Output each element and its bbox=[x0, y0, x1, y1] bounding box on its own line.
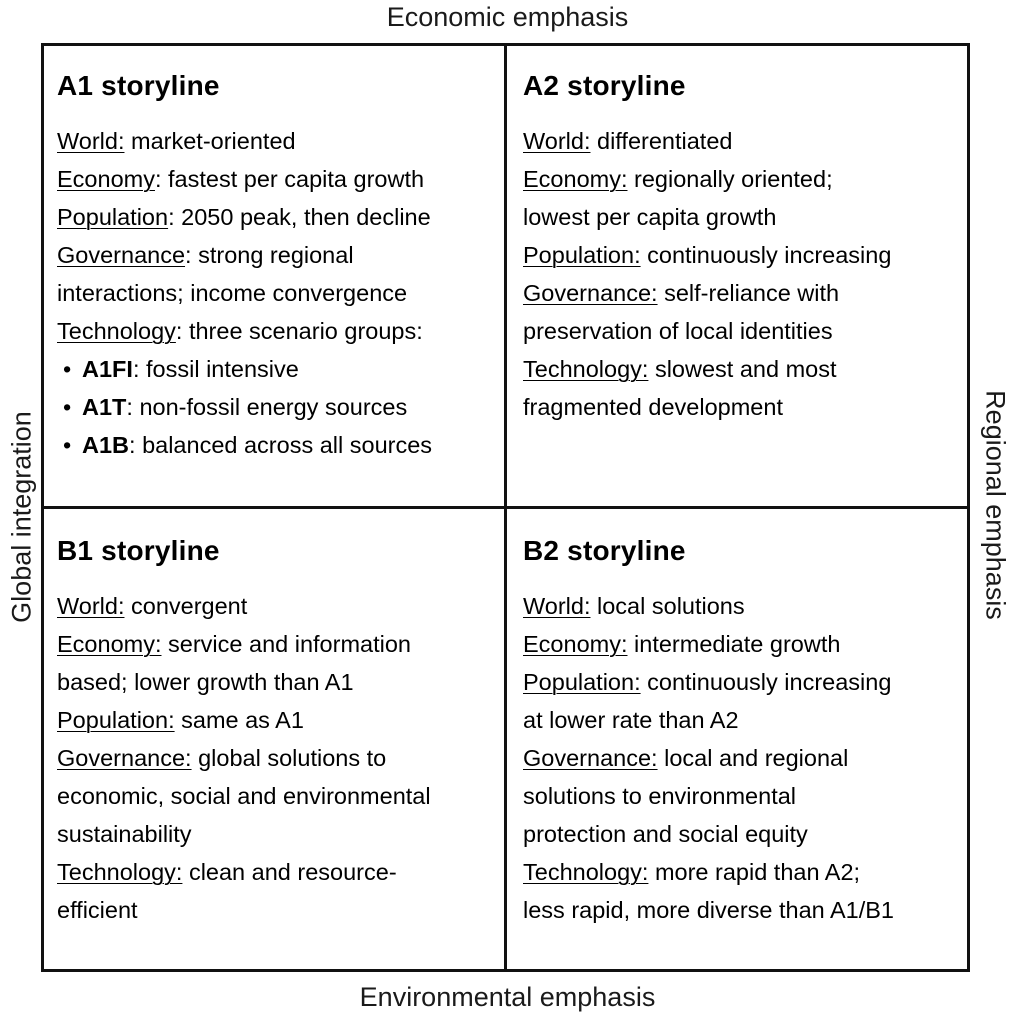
economy-line: Economy: fastest per capita growth bbox=[57, 166, 425, 192]
governance-line: Governance: self-reliance with bbox=[523, 280, 840, 306]
economy-line: Economy: regionally oriented; bbox=[523, 166, 833, 192]
world-line: World: convergent bbox=[57, 593, 248, 619]
governance-continuation: economic, social and environmental bbox=[57, 783, 431, 809]
population-line: Population: same as A1 bbox=[57, 707, 304, 733]
population-continuation: at lower rate than A2 bbox=[523, 707, 739, 733]
governance-continuation: preservation of local identities bbox=[523, 318, 833, 344]
technology-line: Technology: more rapid than A2; bbox=[523, 859, 861, 885]
horizontal-divider bbox=[41, 506, 970, 509]
technology-continuation: efficient bbox=[57, 897, 138, 923]
technology-line: Technology: three scenario groups: bbox=[57, 318, 423, 344]
technology-line: Technology: slowest and most bbox=[523, 356, 837, 382]
population-line: Population: continuously increasing bbox=[523, 669, 892, 695]
bullet-dot: • bbox=[63, 356, 72, 382]
axis-label-environmental-emphasis: Environmental emphasis bbox=[359, 982, 656, 1012]
economy-continuation: based; lower growth than A1 bbox=[57, 669, 354, 695]
quadrant-b1-storyline bbox=[57, 535, 431, 929]
quadrant-title: A2 storyline bbox=[523, 70, 686, 101]
axis-label-economic-emphasis: Economic emphasis bbox=[386, 2, 629, 32]
bullet-dot: • bbox=[63, 394, 72, 420]
bullet-dot: • bbox=[63, 432, 72, 458]
axis-label-global-integration: Global integration bbox=[6, 411, 37, 623]
governance-line: Governance: strong regional bbox=[57, 242, 354, 268]
bullet-a1fi: • A1FI: fossil intensive bbox=[57, 350, 432, 388]
technology-continuation: less rapid, more diverse than A1/B1 bbox=[523, 897, 894, 923]
governance-line: Governance: global solutions to bbox=[57, 745, 387, 771]
bullet-a1t: • A1T: non-fossil energy sources bbox=[57, 388, 432, 426]
governance-continuation-2: sustainability bbox=[57, 821, 192, 847]
world-line: World: differentiated bbox=[523, 128, 733, 154]
governance-continuation: interactions; income convergence bbox=[57, 280, 408, 306]
governance-continuation: solutions to environmental bbox=[523, 783, 797, 809]
governance-continuation-2: protection and social equity bbox=[523, 821, 808, 847]
axis-label-regional-emphasis: Regional emphasis bbox=[980, 390, 1011, 620]
economy-line: Economy: intermediate growth bbox=[523, 631, 841, 657]
population-line: Population: 2050 peak, then decline bbox=[57, 204, 431, 230]
quadrant-title: A1 storyline bbox=[57, 70, 220, 101]
quadrant-a2-storyline bbox=[523, 70, 891, 426]
governance-line: Governance: local and regional bbox=[523, 745, 849, 771]
economy-continuation: lowest per capita growth bbox=[523, 204, 777, 230]
economy-line: Economy: service and information bbox=[57, 631, 411, 657]
technology-line: Technology: clean and resource- bbox=[57, 859, 397, 885]
quadrant-title: B1 storyline bbox=[57, 535, 220, 566]
population-line: Population: continuously increasing bbox=[523, 242, 892, 268]
technology-continuation: fragmented development bbox=[523, 394, 783, 420]
world-line: World: local solutions bbox=[523, 593, 745, 619]
bullet-a1b: • A1B: balanced across all sources bbox=[57, 426, 432, 464]
world-line: World: market-oriented bbox=[57, 128, 296, 154]
quadrant-b2-storyline bbox=[523, 535, 894, 929]
quadrant-a1-storyline bbox=[57, 70, 432, 464]
quadrant-title: B2 storyline bbox=[523, 535, 686, 566]
